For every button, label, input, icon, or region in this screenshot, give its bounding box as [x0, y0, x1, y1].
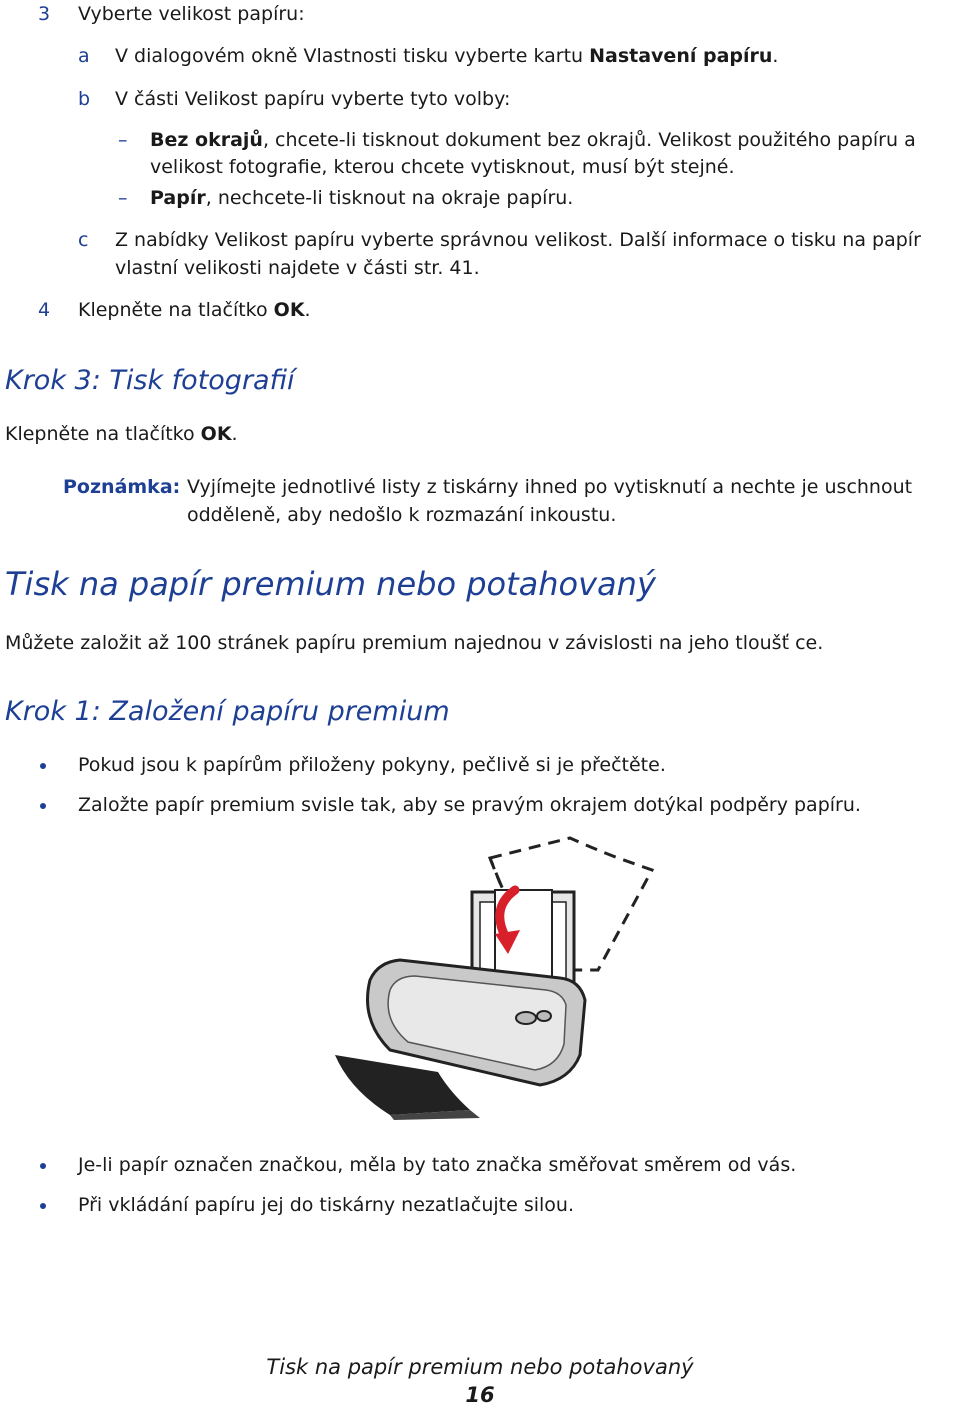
heading-premium-paper: Tisk na papír premium nebo potahovaný	[5, 565, 656, 603]
bullet-item-1: Pokud jsou k papírům přiloženy pokyny, pečlivě si je přečtěte.	[78, 754, 666, 776]
bullet-icon	[40, 1203, 46, 1209]
option-borderless-line2: velikost fotografie, kterou chcete vytisknout, musí být stejné.	[150, 156, 735, 178]
bullet-icon	[40, 1163, 46, 1169]
step-3-text: Vyberte velikost papíru:	[78, 3, 305, 25]
substep-a-text: V dialogovém okně Vlastnosti tisku vyberte kartu Nastavení papíru.	[115, 45, 779, 67]
step-number-4: 4	[38, 299, 51, 321]
option-paper-text: Papír, nechcete-li tisknout na okraje papíru.	[150, 187, 574, 209]
substep-c-line2: vlastní velikosti najdete v části str. 41.	[115, 257, 480, 279]
bullet-item-2: Založte papír premium svisle tak, aby se pravým okrajem dotýkal podpěry papíru.	[78, 794, 861, 816]
premium-intro: Můžete založit až 100 stránek papíru premium najednou v závislosti na jeho tloušť ce.	[5, 632, 824, 654]
dash-marker-2: –	[118, 187, 128, 209]
footer-title: Tisk na papír premium nebo potahovaný	[266, 1355, 694, 1379]
note-line1: Vyjímejte jednotlivé listy z tiskárny ihned po vytisknutí a nechte je uschnout	[187, 476, 913, 498]
krok-3-text: Klepněte na tlačítko OK.	[5, 423, 238, 445]
note-line2: odděleně, aby nedošlo k rozmazání inkoustu.	[187, 504, 617, 526]
substep-letter-a: a	[78, 45, 90, 67]
heading-krok-1: Krok 1: Založení papíru premium	[5, 696, 450, 727]
bullet-icon	[40, 803, 46, 809]
bullet-icon	[40, 763, 46, 769]
bullet-item-4: Při vkládání papíru jej do tiskárny nezatlačujte silou.	[78, 1194, 575, 1216]
page-number: 16	[465, 1383, 495, 1407]
substep-letter-b: b	[78, 88, 91, 110]
note-label: Poznámka:	[63, 476, 181, 498]
option-borderless-line1: Bez okrajů, chcete-li tisknout dokument bez okrajů. Velikost použitého papíru a	[150, 129, 916, 151]
printer-loading-illustration	[330, 830, 670, 1120]
heading-krok-3: Krok 3: Tisk fotografií	[5, 365, 295, 396]
substep-letter-c: c	[78, 229, 89, 251]
step-number-3: 3	[38, 3, 51, 25]
step-4-text: Klepněte na tlačítko OK.	[78, 299, 311, 321]
substep-c-line1: Z nabídky Velikost papíru vyberte správnou velikost. Další informace o tisku na papír	[115, 229, 921, 251]
dash-marker-1: –	[118, 129, 128, 151]
substep-b-text: V části Velikost papíru vyberte tyto volby:	[115, 88, 511, 110]
bullet-item-3: Je-li papír označen značkou, měla by tato značka směřovat směrem od vás.	[78, 1154, 797, 1176]
